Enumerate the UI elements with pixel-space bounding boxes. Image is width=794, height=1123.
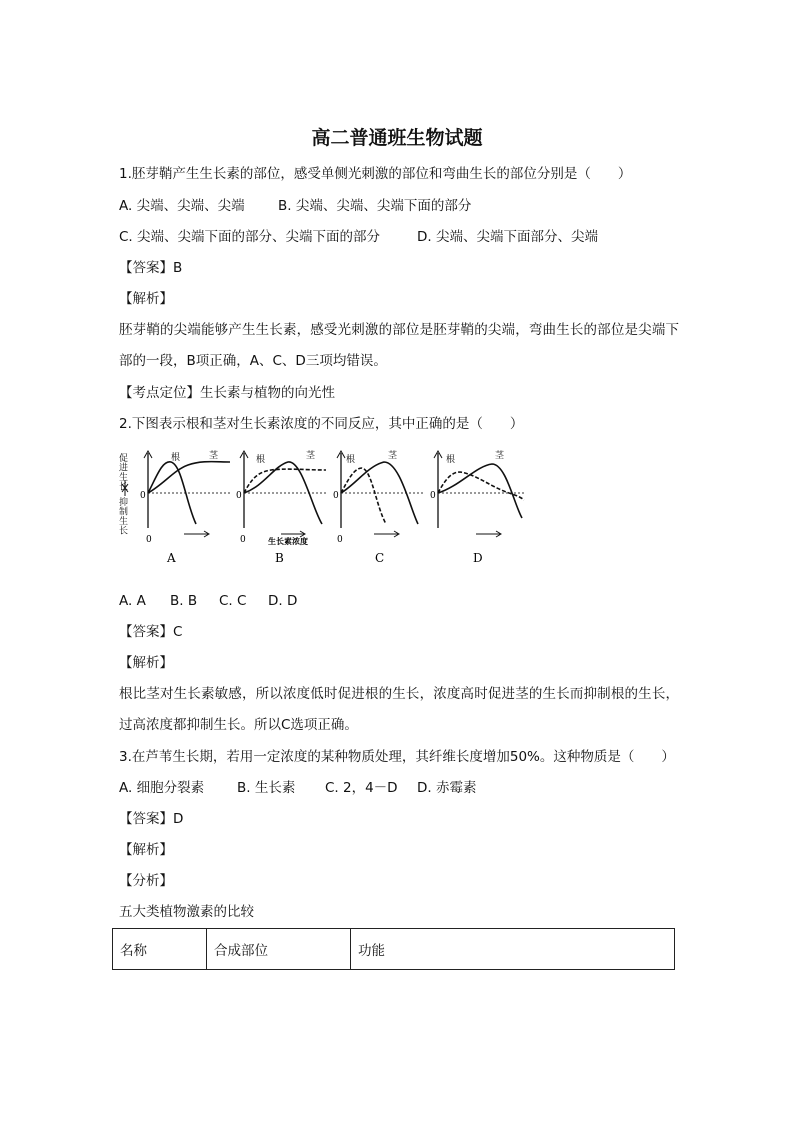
q3-option-c: C. 2，4－D bbox=[325, 780, 398, 796]
q2-stem: 2.下图表示根和茎对生长素浓度的不同反应，其中正确的是（ ） bbox=[119, 416, 524, 432]
header-function: 功能 bbox=[351, 929, 675, 970]
q1-option-d: D. 尖端、尖端下面部分、尖端 bbox=[417, 229, 598, 245]
q3-option-a: A. 细胞分裂素 bbox=[119, 780, 205, 796]
table-header-row bbox=[113, 929, 675, 970]
header-synthesis-site: 合成部位 bbox=[207, 929, 351, 970]
q3-options-row bbox=[119, 778, 476, 798]
zero-label-d: 0 bbox=[430, 491, 436, 501]
q2-analysis: 根比茎对生长素敏感，所以浓度低时促进根的生长，浓度高时促进茎的生长而抑制根的生长，过高浓度都抑制生长。所以C选项正确。 bbox=[119, 686, 679, 733]
panel-d bbox=[430, 449, 524, 537]
x-axis-label: 生长素浓度 bbox=[268, 536, 308, 546]
q1-option-b: B. 尖端、尖端、尖端下面的部分 bbox=[278, 198, 472, 214]
panel-c bbox=[333, 449, 424, 545]
q1-answer: 【答案】B bbox=[119, 260, 183, 276]
stem-label-c: 茎 bbox=[388, 451, 398, 461]
panel-b bbox=[236, 449, 328, 546]
header-name: 名称 bbox=[113, 929, 207, 970]
root-label-c: 根 bbox=[346, 455, 356, 465]
q1-option-a: A. 尖端、尖端、尖端 bbox=[119, 198, 245, 214]
root-label-b: 根 bbox=[256, 455, 266, 465]
q2-options-row bbox=[119, 591, 297, 611]
q1-options-row-2 bbox=[119, 227, 598, 247]
panel-letter-d: D bbox=[473, 551, 483, 565]
q3-fenxi-label: 【分析】 bbox=[119, 873, 173, 889]
q1-option-c: C. 尖端、尖端下面的部分、尖端下面的部分 bbox=[119, 229, 381, 245]
panel-letter-c: C bbox=[375, 551, 385, 565]
origin-label-a: 0 bbox=[146, 535, 152, 545]
stem-label-d: 茎 bbox=[495, 451, 505, 461]
zero-label-b: 0 bbox=[236, 491, 242, 501]
origin-label-b: 0 bbox=[240, 535, 246, 545]
q3-option-d: D. 赤霉素 bbox=[417, 780, 477, 796]
q1-analysis: 胚芽鞘的尖端能够产生生长素，感受光刺激的部位是胚芽鞘的尖端，弯曲生长的部位是尖端下部的一段，B项正确，A、C、D三项均错误。 bbox=[119, 322, 679, 369]
q1-kaodian: 【考点定位】生长素与植物的向光性 bbox=[119, 385, 335, 401]
y-label-inhibit: 抑制生长 bbox=[119, 498, 129, 537]
root-label-a: 根 bbox=[171, 453, 181, 463]
q1-options-row-1 bbox=[119, 196, 471, 216]
zero-label-c: 0 bbox=[333, 491, 339, 501]
q1-stem: 1.胚芽鞘产生生长素的部位，感受单侧光刺激的部位和弯曲生长的部位分别是（ ） bbox=[119, 166, 632, 182]
q3-option-b: B. 生长素 bbox=[237, 780, 296, 796]
root-label-d: 根 bbox=[446, 455, 456, 465]
q2-option-d: D. D bbox=[268, 593, 298, 609]
table-caption: 五大类植物激素的比较 bbox=[119, 904, 254, 920]
hormone-comparison-table bbox=[112, 928, 675, 970]
stem-label-b: 茎 bbox=[306, 451, 316, 461]
page-title: 高二普通班生物试题 bbox=[311, 127, 483, 149]
q2-analysis-label: 【解析】 bbox=[119, 655, 173, 671]
panel-letter-a: A bbox=[167, 551, 176, 565]
panel-letter-b: B bbox=[275, 551, 284, 565]
q3-answer: 【答案】D bbox=[119, 811, 184, 827]
q2-figure bbox=[116, 448, 536, 568]
panel-a bbox=[140, 449, 230, 545]
zero-label-a: 0 bbox=[140, 491, 146, 501]
q3-analysis-label: 【解析】 bbox=[119, 842, 173, 858]
panel-letters bbox=[166, 551, 483, 565]
y-label-promote: 促进生长 bbox=[119, 454, 129, 493]
origin-label-c: 0 bbox=[337, 535, 343, 545]
q2-option-c: C. C bbox=[219, 593, 247, 609]
q2-option-b: B. B bbox=[170, 593, 198, 609]
q2-option-a: A. A bbox=[119, 593, 146, 609]
q3-stem: 3.在芦苇生长期，若用一定浓度的某种物质处理，其纤维长度增加50%。这种物质是（ ） bbox=[119, 749, 675, 765]
q2-answer: 【答案】C bbox=[119, 624, 183, 640]
q1-analysis-label: 【解析】 bbox=[119, 291, 173, 307]
stem-label-a: 茎 bbox=[209, 451, 219, 461]
y-axis-labels bbox=[119, 453, 128, 537]
